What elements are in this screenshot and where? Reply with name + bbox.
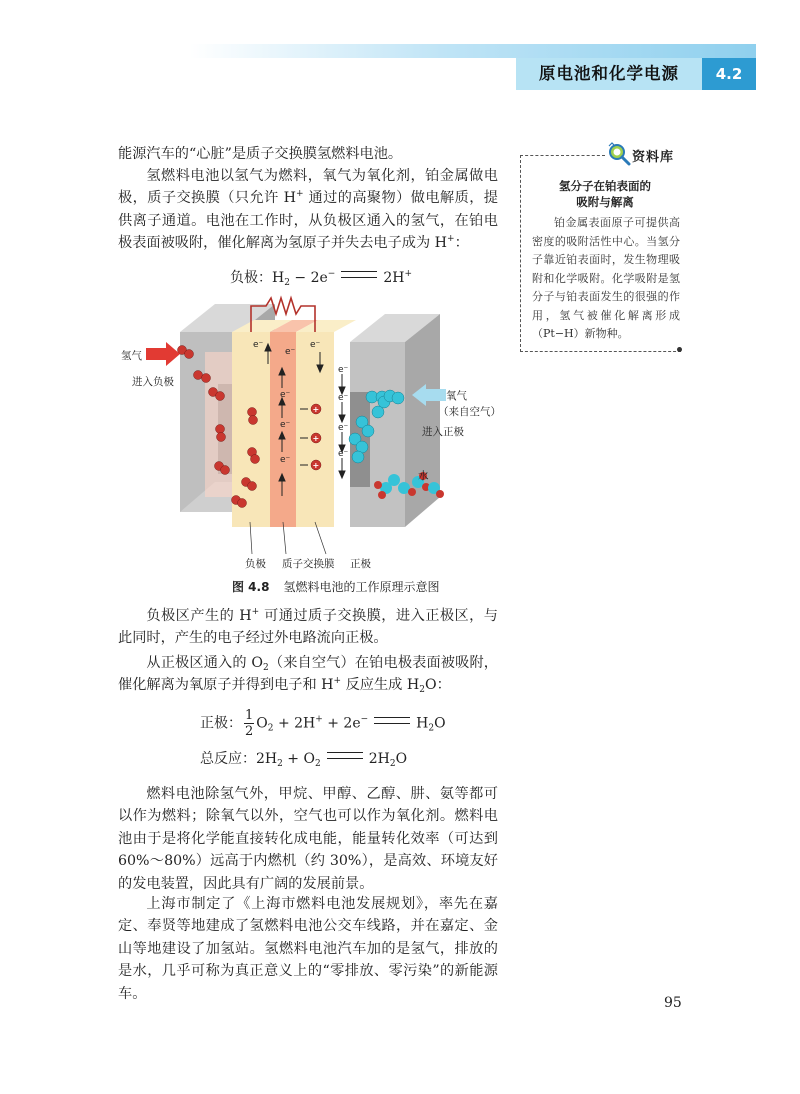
label-hydrogen: 氢气 — [121, 350, 142, 362]
svg-text:+: + — [312, 405, 320, 414]
paragraph-shanghai-plan: 上海市制定了《上海市燃料电池发展规划》，率先在嘉定、奉贤等地建成了氢燃料电池公交车线路，并在嘉定、金山等地建设了加氢站。氢燃料电池汽车加的是氢气，排放的是水，几乎可称为真正意义上的“零排放、零污染”的新能源车。 — [118, 896, 498, 1002]
svg-text:e⁻: e⁻ — [280, 420, 291, 430]
paragraph-cathode-reaction: 从正极区通入的 $O_2$（来自空气）在铂电极表面被吸附，催化解离为氧原子并得到电子和 H+ 反应生成 $H_2O$： — [118, 655, 498, 696]
label-oxygen: 氧气 — [446, 390, 467, 402]
paragraph-intro: 能源汽车的“心脏”是质子交换膜氢燃料电池。 — [118, 146, 403, 162]
label-water: 水 — [418, 470, 429, 482]
svg-text:e⁻: e⁻ — [338, 393, 349, 403]
sidebar-label: 资料库 — [632, 150, 675, 165]
sidebar-body: 铂金属表面原子可提供高密度的吸附活性中心。当氢分子靠近铂表面时，发生物理吸附和化学吸附。化学吸附是氢分子与铂表面发生的很强的作用，氢气被催化解离形成（Pt−H）新物种。 — [532, 216, 680, 340]
svg-text:+: + — [312, 461, 320, 470]
svg-text:e⁻: e⁻ — [338, 449, 349, 459]
anode-equation: 负极：$H_2 - 2e^-$ 2H+ — [230, 269, 412, 288]
label-into-cathode: 进入正极 — [422, 426, 464, 438]
paragraph-other-fuels: 燃料电池除氢气外，甲烷、甲醇、乙醇、肼、氨等都可以作为燃料；除氧气以外，空气也可以作为氧化剂。燃料电池由于是将化学能直接转化成电能，能量转化效率（可达到 60%～80%）远高于内燃机（约 30%），是高效、环境友好的发电装置，因此具有广阔的发展前景。 — [118, 786, 498, 892]
chapter-title: 原电池和化学电源 — [516, 58, 702, 90]
paragraph-hydrogen-fuel: 氢燃料电池以氢气为燃料，氧气为氧化剂，铂金属做电极，质子交换膜（只允许 H+ 通过的高聚物）做电解质，提供离子通道。电池在工作时，从负极区通入的氢气，在铂电极表面被吸附，催化解离为氢原子并失去电子成为 H+： — [118, 168, 498, 252]
label-oxygen-source: （来自空气） — [438, 406, 501, 418]
electron-label: e⁻ — [253, 340, 264, 350]
total-equation: 总反应：$2H_2 + O_2$ $2H_2O$ — [200, 751, 408, 769]
sidebar-top-rule — [520, 155, 605, 156]
cathode-equation: 正极： $\frac{1}{2}$ $O_2 + 2H^+ + 2e^-$ $H_2O$ — [200, 708, 446, 739]
svg-text:+: + — [312, 434, 320, 443]
hydrogen-inlet-arrow — [146, 342, 180, 366]
svg-text:e⁻: e⁻ — [338, 365, 349, 375]
page-number: 95 — [664, 995, 682, 1011]
header-gradient-bar — [190, 44, 756, 58]
svg-text:e⁻: e⁻ — [338, 423, 349, 433]
svg-text:e⁻: e⁻ — [280, 390, 291, 400]
section-number: 4.2 — [702, 58, 756, 90]
label-into-anode: 进入负极 — [132, 376, 174, 388]
label-cathode: 正极 — [350, 558, 371, 570]
label-anode: 负极 — [245, 558, 266, 570]
paragraph-proton-transfer: 负极区产生的 H+ 可通过质子交换膜，进入正极区，与此同时，产生的电子经过外电路流向正极。 — [118, 607, 498, 647]
figure-caption: 图 4.8 氢燃料电池的工作原理示意图 — [232, 580, 440, 594]
electron-label: e⁻ — [285, 347, 296, 357]
electron-label: e⁻ — [310, 340, 321, 350]
magnifier-icon — [606, 142, 632, 166]
sidebar-title: 氢分子在铂表面的 吸附与解离 — [559, 179, 651, 209]
label-membrane: 质子交换膜 — [282, 558, 335, 570]
svg-text:e⁻: e⁻ — [280, 455, 291, 465]
sidebar-end-dot — [677, 347, 682, 352]
